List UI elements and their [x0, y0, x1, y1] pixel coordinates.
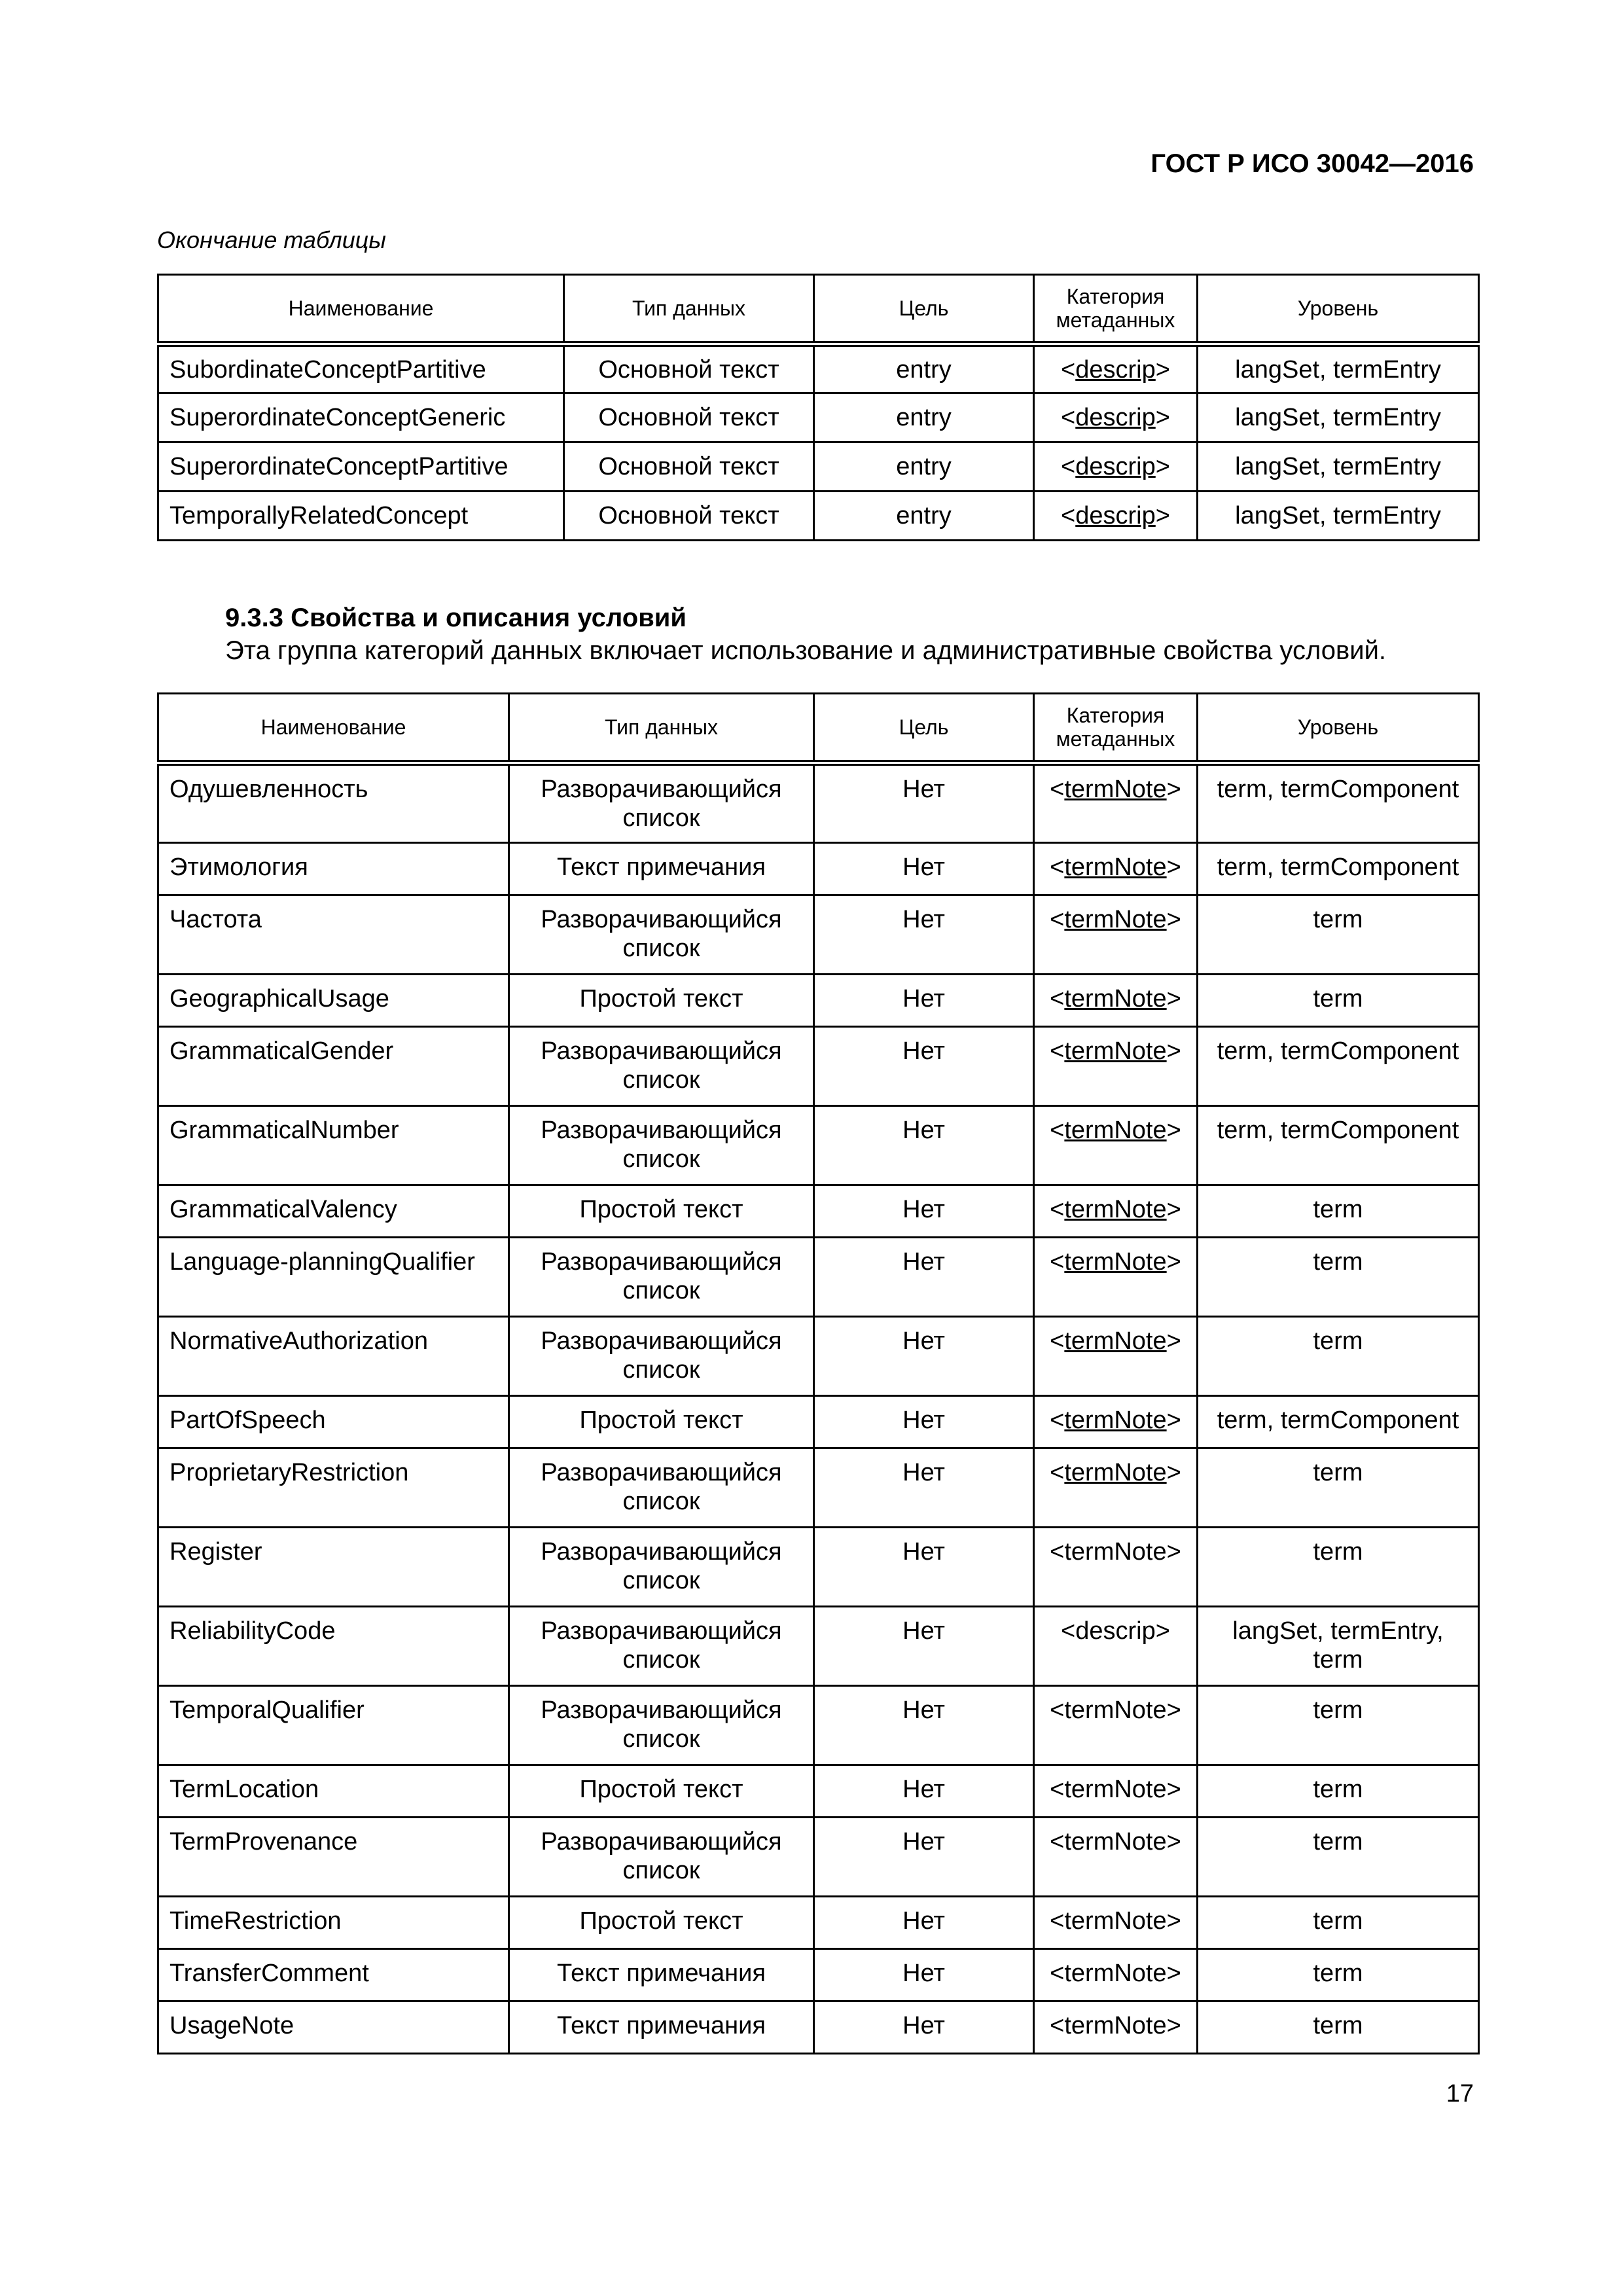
cell-level: term — [1198, 1686, 1479, 1765]
col-header-goal: Цель — [814, 275, 1034, 344]
cell-type: Разворачивающийся список — [509, 1607, 814, 1686]
col-header-goal: Цель — [814, 694, 1034, 763]
category-link[interactable]: termNote — [1064, 1327, 1167, 1355]
cell-type: Основной текст — [564, 442, 814, 492]
cell-level: term — [1198, 895, 1479, 975]
category-link[interactable]: descrip — [1075, 453, 1156, 480]
table-row — [158, 1027, 1479, 1106]
cell-name: GrammaticalGender — [158, 1027, 509, 1106]
col-header-type: Тип данных — [509, 694, 814, 763]
cell-category: <termNote> — [1034, 1238, 1198, 1317]
category-link[interactable]: termNote — [1064, 1459, 1167, 1486]
cell-level: term, termComponent — [1198, 1396, 1479, 1448]
cell-goal: Нет — [814, 1607, 1034, 1686]
category-link[interactable]: termNote — [1064, 906, 1167, 933]
cell-type: Текст примечания — [509, 2001, 814, 2054]
cell-goal: Нет — [814, 1317, 1034, 1396]
cell-goal: Нет — [814, 1686, 1034, 1765]
table-row — [158, 975, 1479, 1027]
category-link[interactable]: termNote — [1064, 1248, 1167, 1276]
cell-type: Простой текст — [509, 1396, 814, 1448]
cell-name: TimeRestriction — [158, 1897, 509, 1949]
cell-category: <termNote> — [1034, 1686, 1198, 1765]
cell-name: TemporalQualifier — [158, 1686, 509, 1765]
category-link: termNote — [1064, 2012, 1167, 2039]
cell-level: term — [1198, 1528, 1479, 1607]
cell-type: Разворачивающийся список — [509, 895, 814, 975]
cell-level: term — [1198, 1185, 1479, 1238]
category-link[interactable]: termNote — [1064, 985, 1167, 1013]
cell-level: term, termComponent — [1198, 1106, 1479, 1185]
page-number: 17 — [1446, 2080, 1474, 2108]
cell-category: <termNote> — [1034, 975, 1198, 1027]
section-description: Эта группа категорий данных включает использование и административные свойства условий. — [225, 636, 1387, 665]
table-row — [158, 344, 1479, 393]
cell-type: Текст примечания — [509, 1949, 814, 2001]
table-row — [158, 1448, 1479, 1528]
cell-name: Register — [158, 1528, 509, 1607]
cell-level: term — [1198, 1949, 1479, 2001]
category-link[interactable]: termNote — [1064, 1407, 1167, 1434]
document-header: ГОСТ Р ИСО 30042—2016 — [1150, 149, 1474, 178]
table-row — [158, 1185, 1479, 1238]
category-link[interactable]: termNote — [1064, 776, 1167, 803]
col-header-category: Категория метаданных — [1034, 275, 1198, 344]
cell-goal: Нет — [814, 1897, 1034, 1949]
category-link[interactable]: descrip — [1075, 502, 1156, 529]
category-link[interactable]: termNote — [1064, 1196, 1167, 1223]
cell-name: Этимология — [158, 843, 509, 895]
cell-name: Частота — [158, 895, 509, 975]
cell-type: Основной текст — [564, 492, 814, 541]
cell-name: UsageNote — [158, 2001, 509, 2054]
cell-level: langSet, termEntry — [1198, 442, 1479, 492]
cell-goal: Нет — [814, 1765, 1034, 1818]
cell-level: langSet, termEntry — [1198, 492, 1479, 541]
cell-type: Разворачивающийся список — [509, 1317, 814, 1396]
cell-level: term, termComponent — [1198, 763, 1479, 843]
cell-level: langSet, termEntry — [1198, 344, 1479, 393]
table-row — [158, 843, 1479, 895]
cell-type: Разворачивающийся список — [509, 1106, 814, 1185]
cell-goal: Нет — [814, 1448, 1034, 1528]
cell-goal: entry — [814, 393, 1034, 442]
table-row — [158, 492, 1479, 541]
table-row — [158, 442, 1479, 492]
table-row — [158, 1396, 1479, 1448]
cell-goal: Нет — [814, 1185, 1034, 1238]
cell-category: <termNote> — [1034, 1949, 1198, 2001]
category-link: termNote — [1064, 1696, 1167, 1724]
cell-name: ProprietaryRestriction — [158, 1448, 509, 1528]
table-row — [158, 1607, 1479, 1686]
col-header-name: Наименование — [158, 694, 509, 763]
cell-category: <descrip> — [1034, 442, 1198, 492]
cell-name: SuperordinateConceptPartitive — [158, 442, 564, 492]
cell-type: Основной текст — [564, 393, 814, 442]
cell-goal: entry — [814, 442, 1034, 492]
cell-name: TermProvenance — [158, 1818, 509, 1897]
cell-level: term — [1198, 1765, 1479, 1818]
table-row — [158, 2001, 1479, 2054]
cell-name: GrammaticalValency — [158, 1185, 509, 1238]
table-row — [158, 1949, 1479, 2001]
table-header-row — [158, 275, 1479, 344]
cell-goal: Нет — [814, 1106, 1034, 1185]
cell-category: <termNote> — [1034, 1317, 1198, 1396]
cell-goal: Нет — [814, 763, 1034, 843]
table-continuation — [157, 274, 1480, 541]
category-link[interactable]: descrip — [1075, 355, 1156, 384]
cell-name: ReliabilityCode — [158, 1607, 509, 1686]
cell-type: Основной текст — [564, 344, 814, 393]
cell-category: <termNote> — [1034, 1396, 1198, 1448]
section-title: 9.3.3 Свойства и описания условий — [225, 603, 687, 632]
category-link: termNote — [1064, 1960, 1167, 1987]
table-row — [158, 763, 1479, 843]
cell-type: Разворачивающийся список — [509, 763, 814, 843]
cell-category: <termNote> — [1034, 843, 1198, 895]
cell-category: <termNote> — [1034, 1027, 1198, 1106]
col-header-type: Тип данных — [564, 275, 814, 344]
col-header-level: Уровень — [1198, 694, 1479, 763]
cell-name: TermLocation — [158, 1765, 509, 1818]
cell-category: <termNote> — [1034, 1528, 1198, 1607]
cell-goal: Нет — [814, 1949, 1034, 2001]
cell-level: term — [1198, 1238, 1479, 1317]
table-row — [158, 1897, 1479, 1949]
cell-level: langSet, termEntry — [1198, 393, 1479, 442]
cell-level: term — [1198, 1818, 1479, 1897]
cell-type: Текст примечания — [509, 843, 814, 895]
cell-level: term — [1198, 1448, 1479, 1528]
cell-type: Разворачивающийся список — [509, 1448, 814, 1528]
cell-goal: entry — [814, 344, 1034, 393]
cell-goal: Нет — [814, 975, 1034, 1027]
table-header-row — [158, 694, 1479, 763]
table-row — [158, 895, 1479, 975]
cell-category: <descrip> — [1034, 393, 1198, 442]
cell-type: Разворачивающийся список — [509, 1238, 814, 1317]
cell-category: <termNote> — [1034, 1818, 1198, 1897]
category-link[interactable]: termNote — [1064, 853, 1167, 881]
category-link: termNote — [1064, 1776, 1167, 1803]
cell-name: GeographicalUsage — [158, 975, 509, 1027]
table-row — [158, 1106, 1479, 1185]
cell-goal: entry — [814, 492, 1034, 541]
cell-level: term — [1198, 1317, 1479, 1396]
table-row — [158, 1818, 1479, 1897]
cell-name: Language-planningQualifier — [158, 1238, 509, 1317]
cell-type: Разворачивающийся список — [509, 1027, 814, 1106]
cell-name: NormativeAuthorization — [158, 1317, 509, 1396]
cell-goal: Нет — [814, 1396, 1034, 1448]
cell-category: <termNote> — [1034, 2001, 1198, 2054]
table-row — [158, 1686, 1479, 1765]
cell-type: Простой текст — [509, 1765, 814, 1818]
cell-level: term, termComponent — [1198, 843, 1479, 895]
cell-level: term — [1198, 975, 1479, 1027]
cell-name: TransferComment — [158, 1949, 509, 2001]
cell-type: Простой текст — [509, 975, 814, 1027]
cell-goal: Нет — [814, 1528, 1034, 1607]
cell-goal: Нет — [814, 2001, 1034, 2054]
category-link: termNote — [1064, 1538, 1167, 1566]
category-link: termNote — [1064, 1907, 1167, 1935]
cell-category: <termNote> — [1034, 895, 1198, 975]
cell-type: Простой текст — [509, 1185, 814, 1238]
cell-type: Разворачивающийся список — [509, 1818, 814, 1897]
cell-name: PartOfSpeech — [158, 1396, 509, 1448]
cell-goal: Нет — [814, 895, 1034, 975]
cell-category: <termNote> — [1034, 1185, 1198, 1238]
cell-type: Простой текст — [509, 1897, 814, 1949]
col-header-category: Категория метаданных — [1034, 694, 1198, 763]
cell-level: term — [1198, 2001, 1479, 2054]
category-link[interactable]: termNote — [1064, 1037, 1167, 1065]
table-row — [158, 1238, 1479, 1317]
cell-category: <termNote> — [1034, 763, 1198, 843]
cell-type: Разворачивающийся список — [509, 1686, 814, 1765]
category-link[interactable]: descrip — [1075, 404, 1156, 431]
cell-category: <descrip> — [1034, 492, 1198, 541]
table-term-properties — [157, 692, 1480, 2054]
table-row — [158, 1765, 1479, 1818]
cell-category: <termNote> — [1034, 1897, 1198, 1949]
table-caption: Окончание таблицы — [157, 226, 386, 253]
table-row — [158, 1317, 1479, 1396]
cell-goal: Нет — [814, 1027, 1034, 1106]
cell-type: Разворачивающийся список — [509, 1528, 814, 1607]
cell-name: SubordinateConceptPartitive — [158, 344, 564, 393]
cell-name: GrammaticalNumber — [158, 1106, 509, 1185]
category-link[interactable]: termNote — [1064, 1117, 1167, 1144]
cell-name: TemporallyRelatedConcept — [158, 492, 564, 541]
cell-level: langSet, termEntry, term — [1198, 1607, 1479, 1686]
cell-goal: Нет — [814, 1818, 1034, 1897]
table-row — [158, 1528, 1479, 1607]
cell-level: term, termComponent — [1198, 1027, 1479, 1106]
cell-name: Одушевленность — [158, 763, 509, 843]
category-link: descrip — [1075, 1617, 1156, 1645]
cell-name: SuperordinateConceptGeneric — [158, 393, 564, 442]
cell-goal: Нет — [814, 1238, 1034, 1317]
cell-category: <descrip> — [1034, 1607, 1198, 1686]
cell-level: term — [1198, 1897, 1479, 1949]
col-header-name: Наименование — [158, 275, 564, 344]
cell-category: <termNote> — [1034, 1765, 1198, 1818]
cell-goal: Нет — [814, 843, 1034, 895]
cell-category: <termNote> — [1034, 1106, 1198, 1185]
cell-category: <descrip> — [1034, 344, 1198, 393]
table-row — [158, 393, 1479, 442]
col-header-level: Уровень — [1198, 275, 1479, 344]
category-link: termNote — [1064, 1828, 1167, 1856]
cell-category: <termNote> — [1034, 1448, 1198, 1528]
